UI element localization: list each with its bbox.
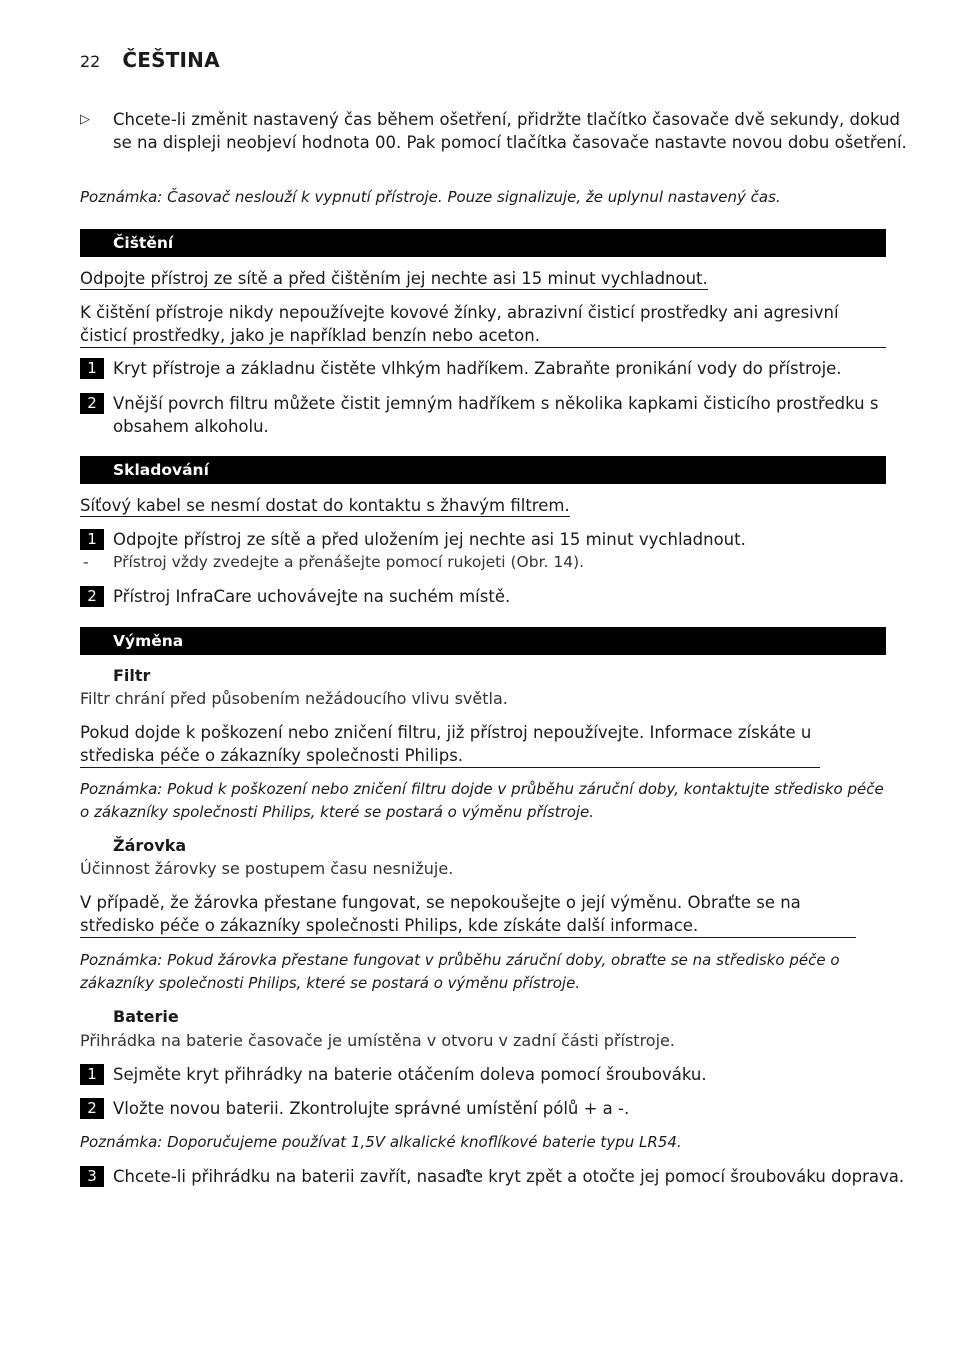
- filter-warning: Pokud dojde k poškození nebo zničení filtru, již přístroj nepoužívejte. Informace získáte u střediska péče o zákazníky společnosti Philips.: [80, 721, 820, 768]
- dash-text: Přístroj vždy zvedejte a přenášejte pomocí rukojeti (Obr. 14).: [113, 553, 585, 571]
- battery-step-3: [80, 1165, 919, 1188]
- step-text: Přístroj InfraCare uchovávejte na suchém místě.: [113, 587, 511, 606]
- step-number: 1: [80, 529, 104, 550]
- storage-warning: [80, 494, 886, 517]
- cleaning-warning-2: K čištění přístroje nikdy nepoužívejte kovové žínky, abrazivní čisticí prostředky ani agresivní čisticí prostředky, jako je například benzín nebo aceton.: [80, 301, 886, 348]
- cleaning-step-2: [80, 392, 919, 438]
- step-text: Vnější povrch filtru můžete čistit jemným hadříkem s několika kapkami čisticího prostředku s obsahem alkoholu.: [113, 394, 879, 436]
- battery-step-1: [80, 1063, 919, 1086]
- intro-bullet: [80, 108, 919, 154]
- step-text: Chcete-li přihrádku na baterii zavřít, nasaďte kryt zpět a otočte jej pomocí šroubováku doprava.: [113, 1167, 905, 1186]
- section-bar-replacement: Výměna: [80, 627, 886, 655]
- section-bar-storage: Skladování: [80, 456, 886, 484]
- bulb-text: Účinnost žárovky se postupem času nesnižuje.: [80, 859, 454, 878]
- step-number: 2: [80, 1098, 104, 1119]
- battery-heading: Baterie: [113, 1007, 179, 1026]
- intro-note: Poznámka: Časovač neslouží k vypnutí přístroje. Pouze signalizuje, že uplynul nastavený čas.: [80, 188, 781, 206]
- filter-heading: Filtr: [113, 666, 151, 685]
- battery-text: Přihrádka na baterie časovače je umístěna v otvoru v zadní části přístroje.: [80, 1031, 675, 1050]
- step-number: 2: [80, 586, 104, 607]
- step-text: Odpojte přístroj ze sítě a před uložením jej nechte asi 15 minut vychladnout.: [113, 530, 746, 549]
- battery-note: Poznámka: Doporučujeme používat 1,5V alkalické knoflíkové baterie typu LR54.: [80, 1133, 682, 1151]
- battery-step-2: [80, 1097, 919, 1120]
- storage-step-1: [80, 528, 919, 551]
- storage-step-2: [80, 585, 919, 608]
- cleaning-step-1: [80, 357, 919, 380]
- storage-warning-text: Síťový kabel se nesmí dostat do kontaktu s žhavým filtrem.: [80, 496, 570, 515]
- filter-note: Poznámka: Pokud k poškození nebo zničení filtru dojde v průběhu záruční doby, kontaktujte středisko péče o zákazníky společnosti Philips, které se postará o výměnu přístroje.: [80, 780, 884, 821]
- step-number: 1: [80, 358, 104, 379]
- dash-marker: -: [83, 553, 89, 571]
- intro-bullet-text: Chcete-li změnit nastavený čas během ošetření, přidržte tlačítko časovače dvě sekundy, dokud se na displeji neobjeví hodnota 00. Pak pomocí tlačítka časovače nastavte novou dobu ošetření.: [113, 110, 907, 152]
- page-language-title: ČEŠTINA: [122, 48, 220, 72]
- bulb-heading: Žárovka: [113, 836, 187, 855]
- step-text: Sejměte kryt přihrádky na baterie otáčením doleva pomocí šroubováku.: [113, 1065, 707, 1084]
- step-number: 3: [80, 1166, 104, 1187]
- page-header: [80, 48, 220, 72]
- step-number: 1: [80, 1064, 104, 1085]
- bulb-note: Poznámka: Pokud žárovka přestane fungovat v průběhu záruční doby, obraťte se na středisko péče o zákazníky společnosti Philips, které se postará o výměnu přístroje.: [80, 951, 840, 992]
- cleaning-warning-1: [80, 267, 886, 290]
- bullet-icon: ▷: [80, 112, 90, 127]
- step-text: Kryt přístroje a základnu čistěte vlhkým hadříkem. Zabraňte pronikání vody do přístroje.: [113, 359, 842, 378]
- cleaning-warning-1-text: Odpojte přístroj ze sítě a před čištěním jej nechte asi 15 minut vychladnout.: [80, 269, 708, 288]
- storage-dash-item: [80, 551, 919, 574]
- page-number: 22: [80, 52, 101, 71]
- section-bar-cleaning: Čištění: [80, 229, 886, 257]
- step-number: 2: [80, 393, 104, 414]
- step-text: Vložte novou baterii. Zkontrolujte správné umístění pólů + a -.: [113, 1099, 630, 1118]
- filter-text: Filtr chrání před působením nežádoucího vlivu světla.: [80, 689, 508, 708]
- bulb-warning: V případě, že žárovka přestane fungovat, se nepokoušejte o její výměnu. Obraťte se na středisko péče o zákazníky společnosti Philips, kde získáte další informace.: [80, 891, 856, 938]
